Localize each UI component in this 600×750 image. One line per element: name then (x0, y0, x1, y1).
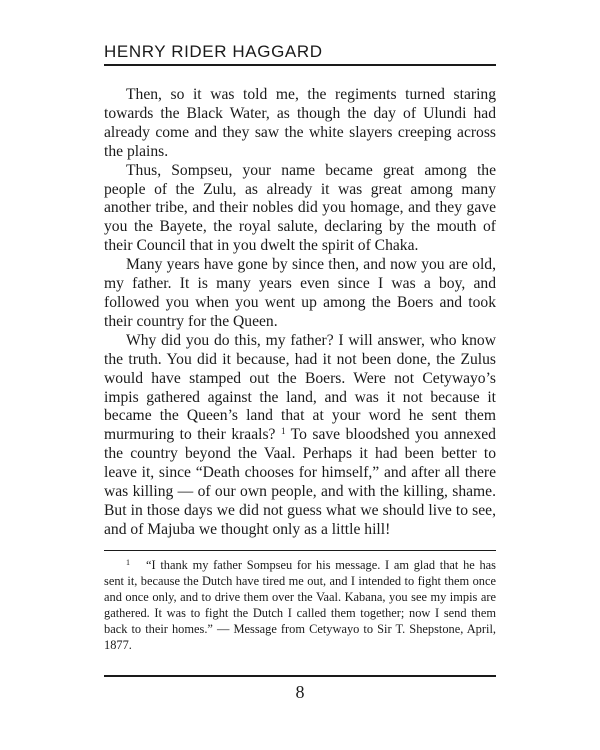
header-rule (104, 64, 496, 66)
running-header-title: HENRY RIDER HAGGARD (104, 42, 323, 61)
body-text (104, 86, 496, 540)
paragraph-4-text: Why did you do this, my father? I will answer, who know the truth. You did it because, had it not been done, the Zulus would have stamped out the Boers. Were not Cetywayo’s impis gathered against the land, and was it not because it became the Queen’s land that at your word he sent them murmuring to their kraals? (104, 331, 496, 444)
paragraph-1: Then, so it was told me, the regiments turned staring towards the Black Water, as though the day of Ulundi had already come and they saw the white slayers creeping across the plains. (104, 86, 496, 160)
paragraph-2: Thus, Sompseu, your name became great among the people of the Zulu, as already it was great among many another tribe, and their nobles did you homage, and they gave you the Bayete, the royal salute, declaring by the mouth of their Council that in you dwelt the spirit of Chaka. (104, 161, 496, 255)
footnote-paragraph: 1 “I thank my father Sompseu for his message. I am glad that he has sent it, because the Dutch have tired me out, and I intended to fight them once and once only, and to drive them over the Vaal. Kabana, you see my impis are gathered. It was to fight the Dutch I called them together; now I send them back to their homes.” — Message from Cetywayo to Sir T. Shepstone, April, 1877. (104, 558, 496, 652)
footnote (104, 557, 496, 653)
footnote-text: “I thank my father Sompseu for his message. I am glad that he has sent it, because the Dutch have tired me out, and I intended to fight them once and once only, and to drive them over the Vaal. Kabana, you see my impis are gathered. It was to fight the Dutch I called them together; now I send them back to their homes.” — Message from Cetywayo to Sir T. Shepstone, April, 1877. (104, 558, 496, 652)
footnote-rule (104, 550, 496, 551)
footnote-reference: 1 (280, 426, 286, 437)
paragraph-4 (104, 332, 496, 540)
paragraph-4-continuation: To save bloodshed you annexed the country beyond the Vaal. Perhaps it had been better to leave it, since “Death chooses for himself,” and after all there was killing — of our own people, and with the killing, shame. But in those days we did not guess what we should live to see, and of Majuba we thought only as a little hill! (104, 426, 496, 538)
paragraph-3: Many years have gone by since then, and now you are old, my father. It is many years even since I was a boy, and followed you when you went up among the Boers and took their country for the Queen. (104, 256, 496, 330)
page-number: 8 (295, 682, 305, 702)
footer-rule (104, 675, 496, 677)
